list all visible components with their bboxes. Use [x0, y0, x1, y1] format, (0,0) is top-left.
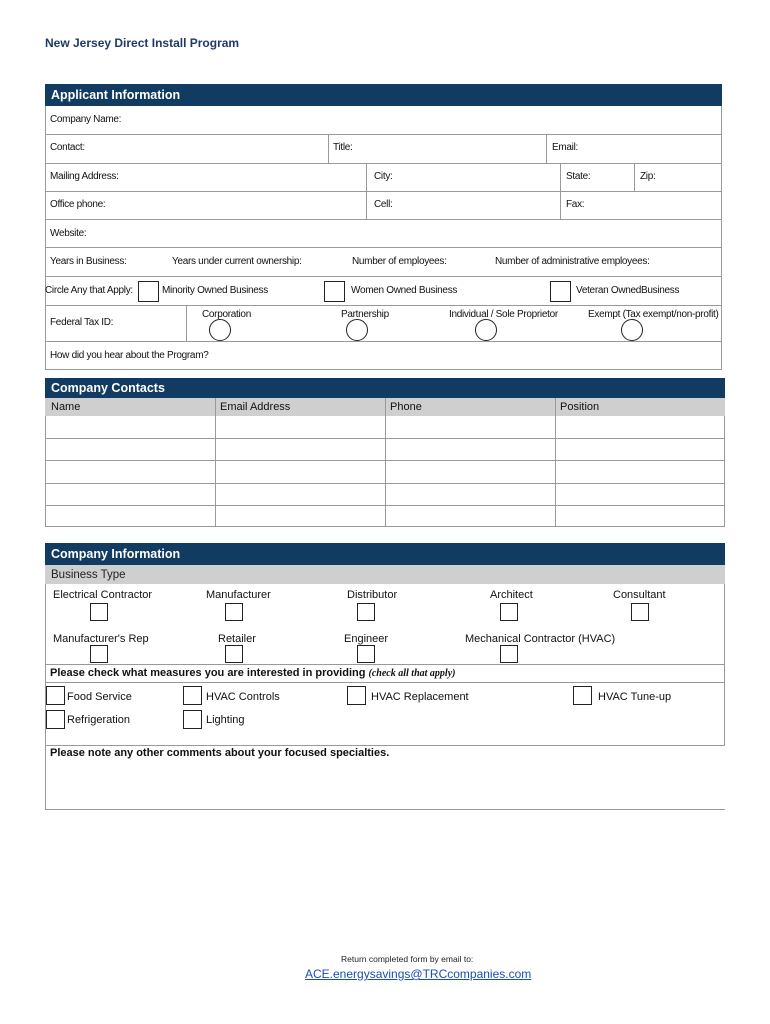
type-engineer-checkbox[interactable]: [357, 645, 375, 663]
measure-refrigeration-label: Refrigeration: [67, 714, 130, 726]
exempt-label: Exempt (Tax exempt/non-profit): [588, 309, 719, 320]
type-electrical-contractor-checkbox[interactable]: [90, 603, 108, 621]
exempt-circle[interactable]: [621, 319, 643, 341]
email-field[interactable]: Email:: [552, 142, 578, 153]
women-owned-label: Women Owned Business: [351, 285, 458, 296]
federal-tax-id-field[interactable]: Federal Tax ID:: [50, 317, 114, 328]
column-name: Name: [51, 401, 81, 413]
column-email-address: Email Address: [220, 401, 291, 413]
measure-hvac-controls-label: HVAC Controls: [206, 691, 280, 703]
company-info-table: [45, 584, 725, 746]
circle-any-label: Circle Any that Apply:: [45, 285, 133, 296]
type-manufacturer-checkbox[interactable]: [225, 603, 243, 621]
measure-lighting-checkbox[interactable]: [183, 710, 202, 729]
contact-field[interactable]: Contact:: [50, 142, 85, 153]
type-manufacturer-label: Manufacturer: [206, 589, 271, 601]
type-mechanical-contractor-checkbox[interactable]: [500, 645, 518, 663]
type-architect-label: Architect: [490, 589, 533, 601]
how-heard-field[interactable]: How did you hear about the Program?: [50, 350, 209, 361]
return-email-link[interactable]: ACE.energysavings@TRCcompanies.com: [305, 967, 532, 981]
type-retailer-label: Retailer: [218, 633, 256, 645]
women-owned-checkbox[interactable]: [324, 281, 345, 302]
type-manufacturers-rep-label: Manufacturer's Rep: [53, 633, 149, 645]
comments-prompt: Please note any other comments about your focused specialties.: [50, 747, 390, 759]
type-manufacturers-rep-checkbox[interactable]: [90, 645, 108, 663]
minority-owned-checkbox[interactable]: [138, 281, 159, 302]
type-engineer-label: Engineer: [344, 633, 389, 645]
corporation-label: Corporation: [202, 309, 251, 320]
type-distributor-checkbox[interactable]: [357, 603, 375, 621]
document-title: New Jersey Direct Install Program: [45, 36, 240, 50]
type-retailer-checkbox[interactable]: [225, 645, 243, 663]
veteran-owned-checkbox[interactable]: [550, 281, 571, 302]
business-type-label: Business Type: [45, 565, 725, 584]
company-info-section-header: Company Information: [45, 543, 725, 565]
city-field[interactable]: City:: [374, 171, 393, 182]
measure-hvac-replacement-label: HVAC Replacement: [371, 691, 469, 703]
measure-hvac-controls-checkbox[interactable]: [183, 686, 202, 705]
measure-hvac-replacement-checkbox[interactable]: [347, 686, 366, 705]
num-employees-field[interactable]: Number of employees:: [352, 256, 447, 267]
partnership-circle[interactable]: [346, 319, 368, 341]
title-field[interactable]: Title:: [333, 142, 353, 153]
num-admin-employees-field[interactable]: Number of administrative employees:: [495, 256, 650, 267]
partnership-label: Partnership: [341, 309, 389, 320]
state-field[interactable]: State:: [566, 171, 591, 182]
column-position: Position: [560, 401, 600, 413]
mailing-address-field[interactable]: Mailing Address:: [50, 171, 119, 182]
measure-refrigeration-checkbox[interactable]: [46, 710, 65, 729]
office-phone-field[interactable]: Office phone:: [50, 199, 106, 210]
corporation-circle[interactable]: [209, 319, 231, 341]
minority-owned-label: Minority Owned Business: [162, 285, 268, 296]
measure-food-service-checkbox[interactable]: [46, 686, 65, 705]
measure-hvac-tuneup-label: HVAC Tune-up: [598, 691, 672, 703]
measure-food-service-label: Food Service: [67, 691, 132, 703]
company-name-field[interactable]: Company Name:: [50, 114, 122, 125]
contacts-rows[interactable]: [45, 416, 725, 527]
measures-prompt: Please check what measures you are interested in providing (check all that apply): [50, 667, 456, 679]
return-instructions: Return completed form by email to:: [341, 954, 474, 964]
type-distributor-label: Distributor: [347, 589, 398, 601]
website-field[interactable]: Website:: [50, 228, 87, 239]
type-architect-checkbox[interactable]: [500, 603, 518, 621]
cell-field[interactable]: Cell:: [374, 199, 393, 210]
column-phone: Phone: [390, 401, 422, 413]
years-ownership-field[interactable]: Years under current ownership:: [172, 256, 302, 267]
years-in-business-field[interactable]: Years in Business:: [50, 256, 127, 267]
sole-proprietor-label: Individual / Sole Proprietor: [449, 309, 558, 320]
applicant-section-header: Applicant Information: [45, 84, 722, 106]
measure-lighting-label: Lighting: [206, 714, 245, 726]
type-electrical-contractor-label: Electrical Contractor: [53, 589, 153, 601]
type-consultant-label: Consultant: [613, 589, 666, 601]
contacts-section-header: Company Contacts: [45, 378, 725, 398]
sole-proprietor-circle[interactable]: [475, 319, 497, 341]
fax-field[interactable]: Fax:: [566, 199, 585, 210]
measure-hvac-tuneup-checkbox[interactable]: [573, 686, 592, 705]
veteran-owned-label: Veteran OwnedBusiness: [576, 285, 680, 296]
type-consultant-checkbox[interactable]: [631, 603, 649, 621]
type-mechanical-contractor-label: Mechanical Contractor (HVAC): [465, 633, 616, 645]
zip-field[interactable]: Zip:: [640, 171, 656, 182]
